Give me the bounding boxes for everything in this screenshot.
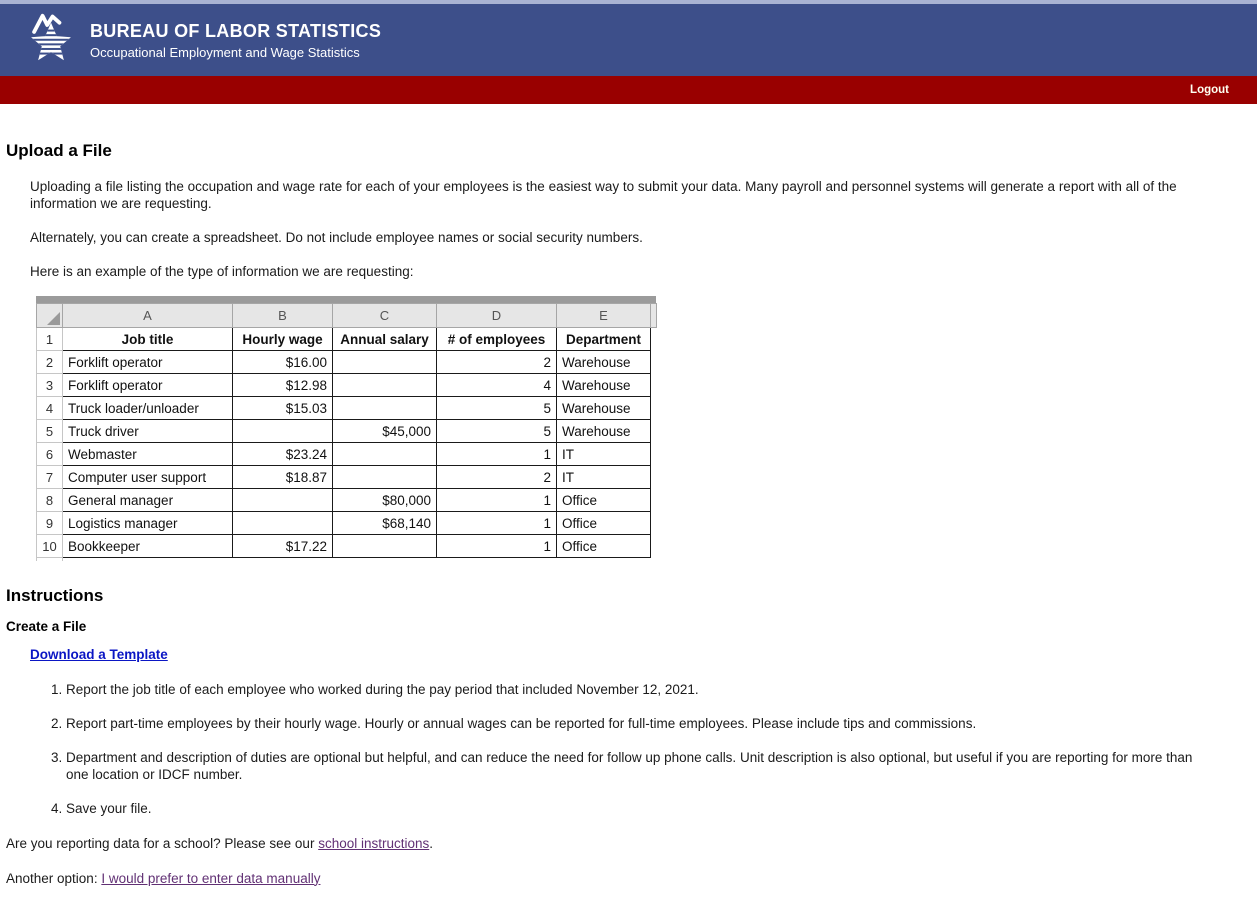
sheet-cell: Truck loader/unloader xyxy=(63,397,233,420)
row-number: 6 xyxy=(37,443,63,466)
sheet-header-row xyxy=(37,328,657,351)
instruction-step-1: 1. Report the job title of each employee who worked during the pay period that included November 12, 2021. xyxy=(66,681,1202,698)
sheet-partial-cells xyxy=(63,558,657,561)
sheet-cell: $23.24 xyxy=(233,443,333,466)
sheet-cell: General manager xyxy=(63,489,233,512)
sheet-cell: Computer user support xyxy=(63,466,233,489)
spreadsheet-table xyxy=(36,303,657,561)
sheet-cell: Warehouse xyxy=(557,420,651,443)
sheet-cell xyxy=(333,535,437,558)
manual-entry-prefix: Another option: xyxy=(6,870,102,886)
sheet-column-header: # of employees xyxy=(437,328,557,351)
create-file-subheading: Create a File xyxy=(6,618,87,634)
instruction-step-4: 4. Save your file. xyxy=(66,800,1202,817)
sheet-cell: Warehouse xyxy=(557,351,651,374)
sheet-cell: $12.98 xyxy=(233,374,333,397)
column-letter: A xyxy=(63,304,233,328)
sheet-cell: $68,140 xyxy=(333,512,437,535)
instructions-heading: Instructions xyxy=(6,585,104,605)
site-header xyxy=(0,4,1257,76)
sheet-cell: $45,000 xyxy=(333,420,437,443)
sheet-column-header: Department xyxy=(557,328,651,351)
intro-paragraph-3: Here is an example of the type of information we are requesting: xyxy=(30,264,414,279)
sheet-cell: 1 xyxy=(437,512,557,535)
intro-paragraph-2: Alternately, you can create a spreadsheet. Do not include employee names or social security numbers. xyxy=(30,230,643,245)
instruction-step-3: 3. Department and description of duties are optional but helpful, and can reduce the need for follow up phone calls. Unit description is also optional, but useful if you are reporting for more than one location or IDCF number. xyxy=(66,749,1202,783)
bls-logo-icon xyxy=(28,10,74,71)
sheet-column-header: Hourly wage xyxy=(233,328,333,351)
sheet-edge-sliver xyxy=(651,397,657,420)
table-row xyxy=(37,420,657,443)
table-row xyxy=(37,535,657,558)
sheet-cell: Logistics manager xyxy=(63,512,233,535)
sheet-cell: $16.00 xyxy=(233,351,333,374)
example-spreadsheet xyxy=(36,296,656,561)
sheet-edge-sliver xyxy=(651,420,657,443)
sheet-edge-sliver xyxy=(651,489,657,512)
sheet-cell: 5 xyxy=(437,397,557,420)
sheet-cell: Warehouse xyxy=(557,397,651,420)
sheet-cell: $15.03 xyxy=(233,397,333,420)
table-row xyxy=(37,374,657,397)
school-note xyxy=(6,835,1247,852)
sheet-cell: IT xyxy=(557,443,651,466)
sheet-edge-sliver xyxy=(651,374,657,397)
sheet-cell: Office xyxy=(557,489,651,512)
row-number-partial xyxy=(37,558,63,561)
select-all-corner xyxy=(37,304,63,328)
table-row xyxy=(37,351,657,374)
sheet-cell: 1 xyxy=(437,535,557,558)
row-number: 5 xyxy=(37,420,63,443)
sheet-cell: Truck driver xyxy=(63,420,233,443)
table-row xyxy=(37,466,657,489)
row-number: 8 xyxy=(37,489,63,512)
column-letter: E xyxy=(557,304,651,328)
school-note-period: . xyxy=(429,835,434,851)
column-letter: C xyxy=(333,304,437,328)
sheet-cell: Forklift operator xyxy=(63,351,233,374)
site-subtitle: Occupational Employment and Wage Statistics xyxy=(90,44,360,60)
table-row xyxy=(37,443,657,466)
sheet-edge-sliver xyxy=(651,351,657,374)
spreadsheet-chrome-strip xyxy=(36,296,656,303)
sheet-cell: 1 xyxy=(437,489,557,512)
sheet-cell xyxy=(333,397,437,420)
column-letter: B xyxy=(233,304,333,328)
sheet-cell: $17.22 xyxy=(233,535,333,558)
sheet-cell: 5 xyxy=(437,420,557,443)
sheet-cell: Forklift operator xyxy=(63,374,233,397)
row-number: 9 xyxy=(37,512,63,535)
sheet-cell: Office xyxy=(557,512,651,535)
sheet-column-header: Annual salary xyxy=(333,328,437,351)
sheet-cell xyxy=(333,443,437,466)
table-row xyxy=(37,489,657,512)
row-number: 1 xyxy=(37,328,63,351)
instruction-step-2: 2. Report part-time employees by their hourly wage. Hourly or annual wages can be reported for full-time employees. Please include tips and commissions. xyxy=(66,715,1202,732)
main-content xyxy=(0,141,1257,917)
site-title: BUREAU OF LABOR STATISTICS xyxy=(90,20,382,41)
logout-link[interactable]: Logout xyxy=(1190,84,1229,96)
table-row xyxy=(37,512,657,535)
sheet-edge-sliver xyxy=(651,466,657,489)
manual-entry-link[interactable]: I would prefer to enter data manually xyxy=(101,870,321,886)
download-template-link[interactable]: Download a Template xyxy=(30,646,168,662)
sheet-partial-row xyxy=(37,558,657,561)
school-note-text: Are you reporting data for a school? Please see our xyxy=(6,835,319,851)
intro-paragraph-1: Uploading a file listing the occupation and wage rate for each of your employees is the easiest way to submit your data. Many payroll and personnel systems will generate a report with all of the information we are requesting. xyxy=(30,179,1177,211)
school-instructions-link[interactable]: school instructions xyxy=(318,835,430,851)
sheet-edge-sliver xyxy=(651,304,657,328)
sheet-cell xyxy=(333,374,437,397)
instruction-steps xyxy=(6,681,1202,817)
sheet-cell: 2 xyxy=(437,351,557,374)
page-title: Upload a File xyxy=(6,141,112,160)
row-number: 2 xyxy=(37,351,63,374)
sheet-body xyxy=(37,328,657,561)
row-number: 3 xyxy=(37,374,63,397)
row-number: 4 xyxy=(37,397,63,420)
sheet-edge-sliver xyxy=(651,535,657,558)
sheet-cell: 1 xyxy=(437,443,557,466)
sheet-cell: IT xyxy=(557,466,651,489)
row-number: 10 xyxy=(37,535,63,558)
sheet-letter-row xyxy=(37,304,657,328)
column-letter: D xyxy=(437,304,557,328)
utility-bar xyxy=(0,76,1257,104)
sheet-cell: Office xyxy=(557,535,651,558)
sheet-cell: 2 xyxy=(437,466,557,489)
sheet-edge-sliver xyxy=(651,443,657,466)
sheet-cell: Warehouse xyxy=(557,374,651,397)
row-number: 7 xyxy=(37,466,63,489)
sheet-edge-sliver xyxy=(651,512,657,535)
sheet-column-header: Job title xyxy=(63,328,233,351)
sheet-cell: 4 xyxy=(437,374,557,397)
sheet-edge-sliver xyxy=(651,328,657,351)
sheet-cell: $80,000 xyxy=(333,489,437,512)
sheet-cell: $18.87 xyxy=(233,466,333,489)
sheet-cell xyxy=(233,512,333,535)
sheet-cell xyxy=(233,489,333,512)
sheet-cell xyxy=(333,351,437,374)
sheet-cell xyxy=(233,420,333,443)
sheet-cell: Webmaster xyxy=(63,443,233,466)
table-row xyxy=(37,397,657,420)
sheet-cell: Bookkeeper xyxy=(63,535,233,558)
sheet-cell xyxy=(333,466,437,489)
select-all-triangle-icon xyxy=(47,312,60,325)
